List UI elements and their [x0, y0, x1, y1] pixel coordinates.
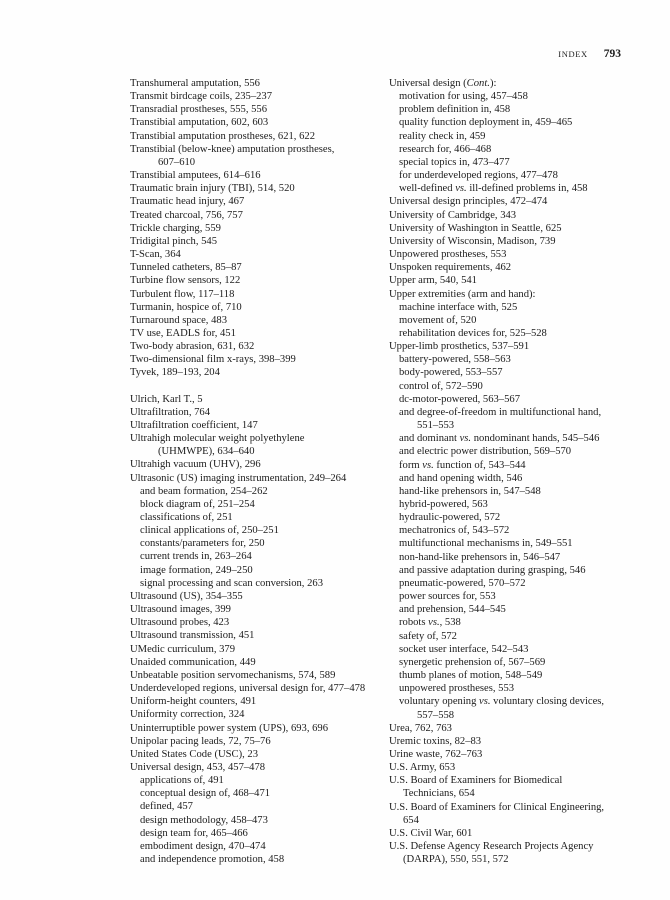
- index-entry-line: Upper arm, 540, 541: [389, 275, 477, 287]
- index-entry-line: University of Cambridge, 343: [389, 209, 517, 221]
- index-entry-line: Ultrasound transmission, 451: [130, 630, 255, 642]
- index-entry-line: Tyvek, 189–193, 204: [130, 367, 220, 379]
- index-entry-line: movement of, 520: [399, 314, 477, 326]
- index-entry-line: Uremic toxins, 82–83: [389, 735, 482, 747]
- index-entry-line: special topics in, 473–477: [399, 156, 510, 168]
- index-entry-line: Ultrasonic (US) imaging instrumentation, 249–264: [130, 472, 347, 484]
- index-entry-line: Two-body abrasion, 631, 632: [130, 341, 255, 353]
- index-entry-line: Unpowered prostheses, 553: [389, 249, 507, 261]
- index-entry-line: block diagram of, 251–254: [140, 498, 255, 510]
- index-entry-line: Turbulent flow, 117–118: [130, 288, 235, 300]
- index-entry-line: quality function deployment in, 459–465: [399, 117, 573, 129]
- index-entry-line: hydraulic-powered, 572: [399, 512, 501, 524]
- index-entry-line: Underdeveloped regions, universal design for, 477–478: [130, 683, 366, 695]
- index-entry-line: body-powered, 553–557: [399, 367, 503, 379]
- index-entry-line: Ultrafiltration, 764: [130, 406, 211, 418]
- index-entry-line: socket user interface, 542–543: [399, 643, 529, 655]
- index-entry-line: Ultrafiltration coefficient, 147: [130, 419, 258, 431]
- index-entry-line: Turbine flow sensors, 122: [130, 275, 241, 287]
- index-entry-line: Two-dimensional film x-rays, 398–399: [130, 354, 296, 366]
- index-entry-line: problem definition in, 458: [399, 104, 511, 116]
- index-entry-line: conceptual design of, 468–471: [140, 788, 271, 800]
- index-entry-line: Ulrich, Karl T., 5: [130, 393, 203, 405]
- index-entry-line: University of Washington in Seattle, 625: [389, 222, 562, 234]
- index-entry-line: Unipolar pacing leads, 72, 75–76: [130, 735, 271, 747]
- index-entry-line: 654: [403, 814, 419, 826]
- index-entry-line: Treated charcoal, 756, 757: [130, 209, 243, 221]
- index-entry-line: UMedic curriculum, 379: [130, 643, 236, 655]
- index-entry-line: Uniformity correction, 324: [130, 709, 245, 721]
- index-entry-line: for underdeveloped regions, 477–478: [399, 170, 558, 182]
- index-entry-line: battery-powered, 558–563: [399, 354, 511, 366]
- index-entry-line: U.S. Army, 653: [389, 762, 456, 774]
- index-entry-line: U.S. Defense Agency Research Projects Agency: [389, 841, 594, 853]
- index-entry-line: United States Code (USC), 23: [130, 748, 258, 760]
- index-entry-line: Transhumeral amputation, 556: [130, 78, 260, 89]
- index-entry-line: 607–610: [158, 156, 196, 168]
- index-entry-line: design team for, 465–466: [140, 827, 248, 839]
- index-entry-line: form vs. function of, 543–544: [399, 459, 526, 471]
- index-entry-line: applications of, 491: [140, 775, 224, 787]
- index-entry-line: Transtibial amputation prostheses, 621, 622: [130, 130, 315, 142]
- index-entry-line: Ultrahigh molecular weight polyethylene: [130, 433, 305, 445]
- index-entry-line: non-hand-like prehensors in, 546–547: [399, 551, 561, 563]
- index-entry-line: Upper-limb prosthetics, 537–591: [389, 341, 530, 353]
- index-entry-line: Tridigital pinch, 545: [130, 235, 218, 247]
- index-entry-line: clinical applications of, 250–251: [140, 525, 279, 537]
- index-entry-line: voluntary opening vs. voluntary closing devices,: [399, 696, 605, 708]
- index-entry-line: design methodology, 458–473: [140, 814, 268, 826]
- index-entry-line: Traumatic head injury, 467: [130, 196, 245, 208]
- index-entry-line: synergetic prehension of, 567–569: [399, 656, 546, 668]
- index-entry-line: embodiment design, 470–474: [140, 840, 266, 852]
- index-entry-line: Transmit birdcage coils, 235–237: [130, 91, 273, 103]
- index-entry-line: hybrid-powered, 563: [399, 499, 488, 510]
- index-entry-line: U.S. Civil War, 601: [389, 827, 473, 839]
- page-header: [558, 48, 621, 60]
- index-entry-line: Upper extremities (arm and hand):: [389, 288, 536, 300]
- index-entry-line: Universal design, 453, 457–478: [130, 761, 266, 773]
- index-entry-line: and degree-of-freedom in multifunctional hand,: [399, 406, 602, 418]
- index-entry-line: Ultrasound (US), 354–355: [130, 590, 243, 602]
- index-entry-line: 557–558: [417, 709, 455, 721]
- index-entry-line: Unaided communication, 449: [130, 656, 256, 668]
- index-entry-line: Traumatic brain injury (TBI), 514, 520: [130, 183, 295, 195]
- index-entry-line: constants/parameters for, 250: [140, 538, 265, 550]
- index-entry-line: power sources for, 553: [399, 591, 496, 603]
- index-entry-line: Transtibial amputation, 602, 603: [130, 117, 269, 129]
- index-entry-line: reality check in, 459: [399, 130, 486, 142]
- index-entry-line: robots vs., 538: [399, 617, 461, 629]
- index-entry-line: well-defined vs. ill-defined problems in, 458: [399, 183, 588, 195]
- index-entry-line: Tunneled catheters, 85–87: [130, 262, 242, 274]
- index-entry-line: Transtibial amputees, 614–616: [130, 170, 261, 182]
- index-entry-line: and independence promotion, 458: [140, 854, 285, 866]
- index-entry-line: 551–553: [417, 420, 455, 432]
- letter-group-gap: [130, 380, 372, 393]
- index-entry-line: and prehension, 544–545: [399, 604, 506, 616]
- index-entry-line: Universal design (Cont.):: [389, 78, 497, 89]
- index-column-right: [389, 77, 631, 866]
- index-entry-line: image formation, 249–250: [140, 564, 253, 576]
- index-entry-line: pneumatic-powered, 570–572: [399, 577, 526, 589]
- index-entry-line: signal processing and scan conversion, 263: [140, 577, 323, 589]
- index-entry-line: Unbeatable position servomechanisms, 574, 589: [130, 669, 336, 681]
- index-entry-line: and electric power distribution, 569–570: [399, 446, 572, 458]
- index-entry-line: Transtibial (below-knee) amputation prostheses,: [130, 143, 335, 155]
- index-entry-line: Ultrasound probes, 423: [130, 617, 230, 629]
- index-entry-line: Ultrahigh vacuum (UHV), 296: [130, 459, 261, 471]
- index-entry-line: hand-like prehensors in, 547–548: [399, 485, 541, 497]
- index-entry-line: machine interface with, 525: [399, 301, 518, 313]
- index-entry-line: (DARPA), 550, 551, 572: [403, 854, 509, 866]
- index-entry-line: research for, 466–468: [399, 143, 492, 155]
- running-head-index-label: INDEX: [558, 49, 588, 59]
- index-entry-line: rehabilitation devices for, 525–528: [399, 327, 547, 339]
- index-entry-line: TV use, EADLS for, 451: [130, 327, 236, 339]
- index-entry-line: current trends in, 263–264: [140, 551, 252, 563]
- index-entry-line: control of, 572–590: [399, 380, 483, 392]
- index-entry-line: Urea, 762, 763: [389, 722, 452, 734]
- index-column-left: [130, 77, 372, 866]
- index-entry-line: mechatronics of, 543–572: [399, 525, 510, 537]
- index-entry-line: and dominant vs. nondominant hands, 545–546: [399, 433, 600, 445]
- index-entry-line: Transradial prostheses, 555, 556: [130, 104, 268, 116]
- index-entry-line: safety of, 572: [399, 630, 457, 642]
- index-entry-line: Turnaround space, 483: [130, 314, 227, 326]
- index-entry-line: unpowered prostheses, 553: [399, 683, 515, 695]
- index-entry-line: Urine waste, 762–763: [389, 748, 483, 760]
- page-number: 793: [603, 48, 621, 60]
- index-entry-line: Universal design principles, 472–474: [389, 196, 548, 208]
- index-entry-line: Unspoken requirements, 462: [389, 262, 512, 274]
- index-entry-line: classifications of, 251: [140, 512, 233, 523]
- index-entry-line: (UHMWPE), 634–640: [158, 446, 255, 458]
- index-entry-line: dc-motor-powered, 563–567: [399, 393, 520, 405]
- index-entry-line: Uninterruptible power system (UPS), 693, 696: [130, 722, 329, 734]
- index-entry-line: Technicians, 654: [403, 788, 475, 800]
- index-entry-line: University of Wisconsin, Madison, 739: [389, 235, 556, 247]
- index-entry-line: Uniform-height counters, 491: [130, 696, 257, 708]
- index-entry-line: and hand opening width, 546: [399, 472, 523, 484]
- index-entry-line: Ultrasound images, 399: [130, 604, 231, 616]
- index-entry-line: T-Scan, 364: [130, 249, 181, 261]
- index-entry-line: motivation for using, 457–458: [399, 91, 528, 103]
- index-entry-line: defined, 457: [140, 801, 193, 813]
- index-entry-line: U.S. Board of Examiners for Biomedical: [389, 775, 563, 787]
- index-entry-line: U.S. Board of Examiners for Clinical Engineering,: [389, 801, 605, 813]
- index-entry-line: Trickle charging, 559: [130, 222, 221, 234]
- index-entry-line: and beam formation, 254–262: [140, 485, 268, 497]
- index-entry-line: multifunctional mechanisms in, 549–551: [399, 538, 573, 550]
- index-columns: [130, 77, 631, 866]
- index-entry-line: Turmanin, hospice of, 710: [130, 301, 242, 313]
- index-entry-line: and passive adaptation during grasping, 546: [399, 564, 586, 576]
- index-entry-line: thumb planes of motion, 548–549: [399, 670, 543, 682]
